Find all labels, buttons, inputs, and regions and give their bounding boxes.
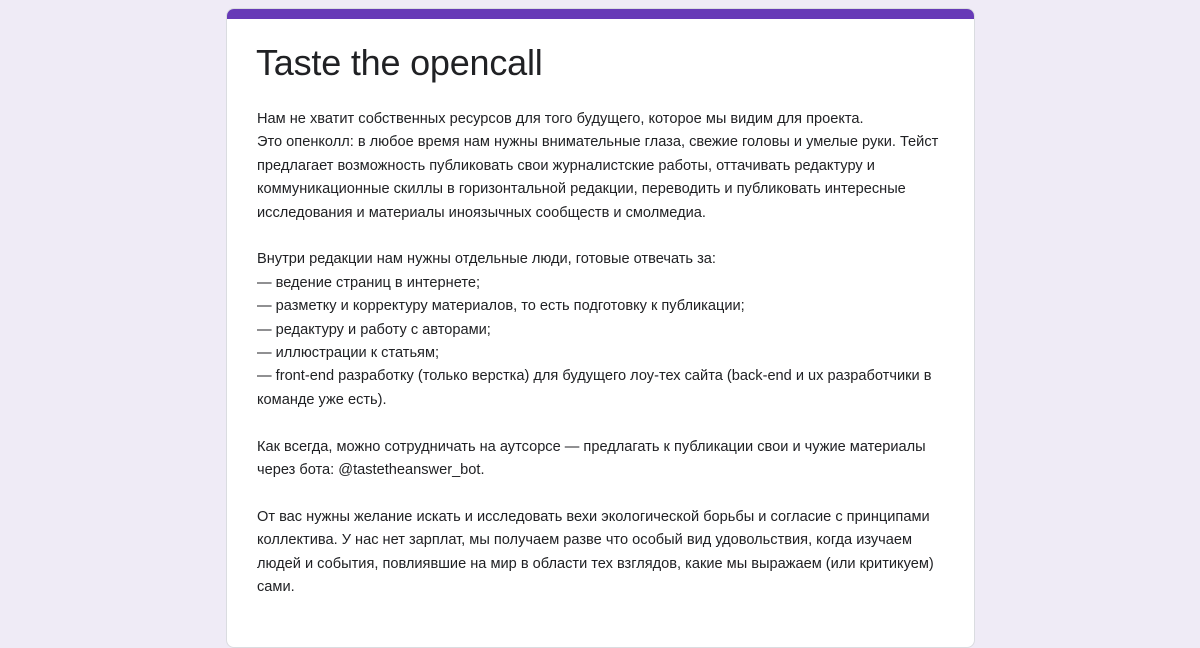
paragraph-spacer <box>257 482 957 505</box>
description-paragraph-intro: Нам не хватит собственных ресурсов для того будущего, которое мы видим для проекта. Это опенколл: в любое время нам нужны внимательные глаза, свежие головы и умелые руки. Тейст предлагает возможность публиковать свои журналистские работы, оттачивать редактуру и коммуникационные скиллы в горизонтальной редакции, переводить и публиковать интересные исследования и материалы иноязычных сообществ и смолмедиа. <box>257 111 939 221</box>
description-paragraph-outsource: Как всегда, можно сотрудничать на аутсорсе — предлагать к публикации свои и чужие материалы через бота: @tastetheanswer_bot. <box>257 438 930 479</box>
form-accent-bar <box>227 9 974 19</box>
description-paragraph-roles: Внутри редакции нам нужны отдельные люди, готовые отвечать за: — ведение страниц в интернете; — разметку и корректуру материалов, то есть подготовку к публикации; — редактуру и работу с авторами; — иллюстрации к статьям; — front-end разработку (только верстка) для будущего лоу-тех сайта (back-end и ux разработчики в команде уже есть). <box>257 251 932 408</box>
description-paragraph-requirements: От вас нужны желание искать и исследовать вехи экологической борьбы и согласие с принципами коллектива. У нас нет зарплат, мы получаем разве что особый вид удовольствия, когда изучаем людей и события, повлиявшие на мир в области тех взглядов, какие мы выражаем (или критикуем) сами. <box>257 508 938 596</box>
paragraph-spacer <box>257 412 957 435</box>
paragraph-spacer <box>257 225 957 248</box>
form-header-card <box>226 8 975 648</box>
form-title: Taste the opencall <box>256 42 543 83</box>
form-description <box>257 108 957 599</box>
